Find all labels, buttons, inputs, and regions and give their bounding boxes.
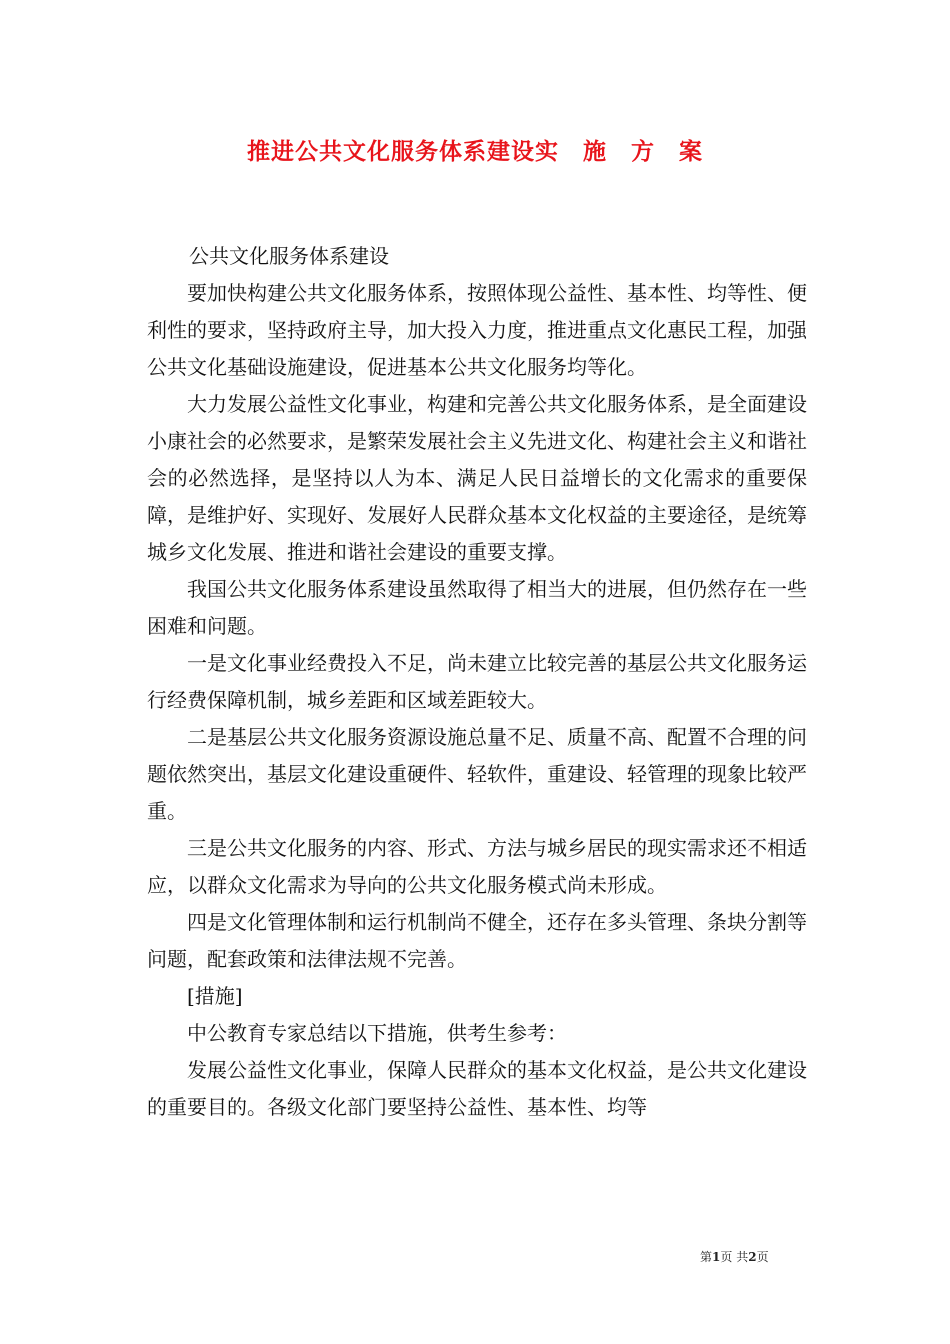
page-number-footer: [700, 1248, 769, 1265]
body-paragraph: 要加快构建公共文化服务体系，按照体现公益性、基本性、均等性、便利性的要求，坚持政府主导，加大投入力度，推进重点文化惠民工程，加强公共文化基础设施建设，促进基本公共文化服务均等化。: [147, 281, 807, 379]
document-title: 推进公共文化服务体系建设实 施 方 案: [247, 138, 703, 165]
problem-item-3: 三是公共文化服务的内容、形式、方法与城乡居民的现实需求还不相适应，以群众文化需求为导向的公共文化服务模式尚未形成。: [147, 836, 807, 897]
footer-middle: 页 共: [720, 1250, 749, 1264]
problem-item-4: 四是文化管理体制和运行机制尚不健全，还存在多头管理、条块分割等问题，配套政策和法律法规不完善。: [147, 910, 807, 971]
problem-item-1: 一是文化事业经费投入不足，尚未建立比较完善的基层公共文化服务运行经费保障机制，城乡差距和区域差距较大。: [147, 651, 807, 712]
body-paragraph: 中公教育专家总结以下措施，供考生参考：: [187, 1021, 567, 1045]
problem-item-2: 二是基层公共文化服务资源设施总量不足、质量不高、配置不合理的问题依然突出，基层文化建设重硬件、轻软件，重建设、轻管理的现象比较严重。: [147, 725, 807, 823]
measures-heading: [措施]: [187, 984, 243, 1008]
body-paragraph: 我国公共文化服务体系建设虽然取得了相当大的进展，但仍然存在一些困难和问题。: [147, 577, 807, 638]
section-heading: 公共文化服务体系建设: [189, 244, 389, 268]
document-body: [147, 238, 807, 1126]
body-paragraph: 发展公益性文化事业，保障人民群众的基本文化权益，是公共文化建设的重要目的。各级文化部门要坚持公益性、基本性、均等: [147, 1058, 807, 1119]
body-paragraph: 大力发展公益性文化事业，构建和完善公共文化服务体系，是全面建设小康社会的必然要求，是繁荣发展社会主义先进文化、构建社会主义和谐社会的必然选择，是坚持以人为本、满足人民日益增长的文化需求的重要保障，是维护好、实现好、发展好人民群众基本文化权益的主要途径，是统筹城乡文化发展、推进和谐社会建设的重要支撑。: [147, 392, 807, 564]
footer-current-page: 1: [712, 1250, 721, 1264]
footer-total-pages: 2: [748, 1250, 757, 1264]
footer-suffix: 页: [756, 1250, 769, 1264]
footer-prefix: 第: [700, 1250, 713, 1264]
